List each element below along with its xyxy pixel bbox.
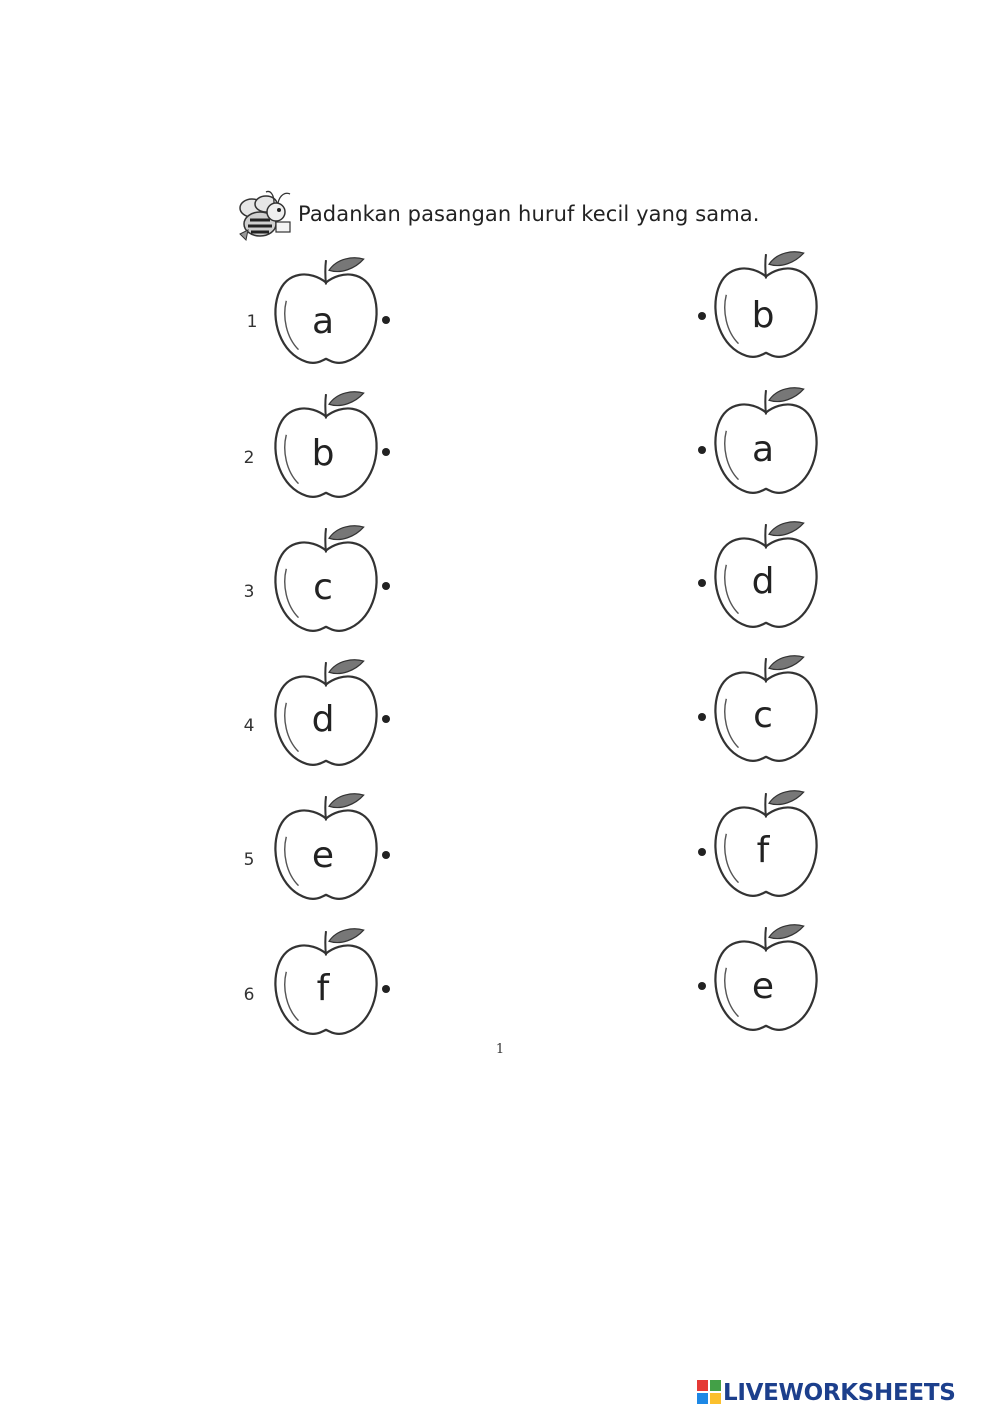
match-dot-left[interactable] xyxy=(382,715,390,723)
apple-letter: a xyxy=(311,301,335,342)
apple-item xyxy=(710,654,822,766)
match-dot-left[interactable] xyxy=(382,582,390,590)
apple-letter: f xyxy=(316,968,330,1009)
row-number: 1 xyxy=(246,312,258,332)
apple-item xyxy=(270,256,382,368)
match-dot-right[interactable] xyxy=(698,446,706,454)
apple-letter: b xyxy=(751,295,775,336)
match-dot-right[interactable] xyxy=(698,982,706,990)
apple-letter: e xyxy=(311,835,335,876)
apple-letter: c xyxy=(313,567,333,608)
brand-name: LIVEWORKSHEETS xyxy=(723,1380,956,1406)
instruction-text: Padankan pasangan huruf kecil yang sama. xyxy=(298,202,760,226)
apple-item xyxy=(710,250,822,362)
bee-icon xyxy=(230,186,296,246)
match-dot-right[interactable] xyxy=(698,312,706,320)
match-dot-right[interactable] xyxy=(698,848,706,856)
apple-letter: f xyxy=(756,830,770,871)
apple-item xyxy=(270,792,382,904)
liveworksheets-logo-icon xyxy=(697,1380,721,1404)
apple-letter: a xyxy=(751,429,775,470)
row-number: 2 xyxy=(243,448,255,468)
apple-item xyxy=(270,524,382,636)
apple-letter: b xyxy=(311,433,335,474)
apple-item xyxy=(710,789,822,901)
row-number: 5 xyxy=(243,850,255,870)
page-number: 1 xyxy=(495,1042,505,1057)
row-number: 3 xyxy=(243,582,255,602)
apple-item xyxy=(270,390,382,502)
apple-letter: d xyxy=(751,561,775,602)
match-dot-left[interactable] xyxy=(382,985,390,993)
match-dot-right[interactable] xyxy=(698,713,706,721)
apple-letter: c xyxy=(753,695,773,736)
match-dot-left[interactable] xyxy=(382,316,390,324)
liveworksheets-brand[interactable] xyxy=(697,1378,997,1408)
apple-letter: e xyxy=(751,966,775,1007)
apple-item xyxy=(270,927,382,1039)
apple-item xyxy=(710,386,822,498)
match-dot-right[interactable] xyxy=(698,579,706,587)
match-dot-left[interactable] xyxy=(382,851,390,859)
row-number: 6 xyxy=(243,985,255,1005)
apple-item xyxy=(710,923,822,1035)
apple-item xyxy=(270,658,382,770)
apple-item xyxy=(710,520,822,632)
instruction-header xyxy=(230,186,790,246)
match-dot-left[interactable] xyxy=(382,448,390,456)
row-number: 4 xyxy=(243,716,255,736)
apple-letter: d xyxy=(311,699,335,740)
